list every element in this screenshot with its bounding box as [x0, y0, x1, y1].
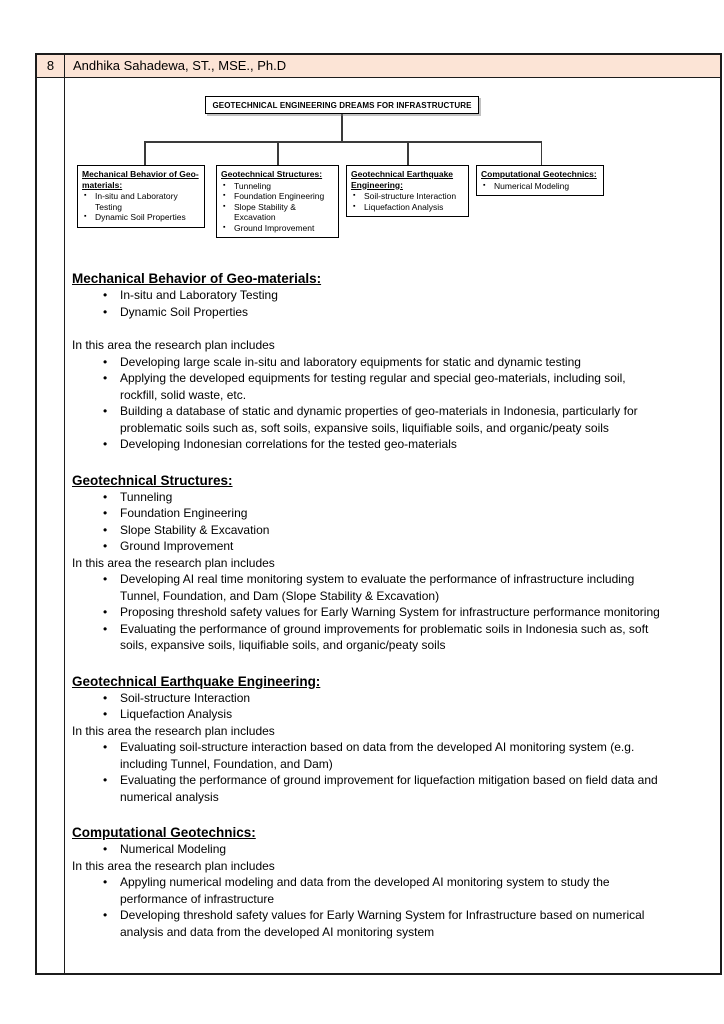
section-topic-list: [100, 841, 710, 858]
topic-item: • In-situ and Laboratory Testing: [100, 287, 665, 304]
content-cell: [65, 78, 720, 973]
diagram-box-list: [481, 181, 599, 192]
topic-item: • Slope Stability & Excavation: [100, 522, 665, 539]
person-name-cell: Andhika Sahadewa, ST., MSE., Ph.D: [73, 58, 287, 73]
plan-item: • Evaluating the performance of ground improvement for liquefaction mitigation based on field data and numerical analysis: [100, 772, 665, 805]
plan-item: • Proposing threshold safety values for Early Warning System for infrastructure performance monitoring: [100, 604, 665, 621]
diagram-box-list: [351, 191, 464, 212]
plan-item: • Developing large scale in-situ and laboratory equipments for static and dynamic testing: [100, 354, 665, 371]
section-computational-geotechnics: [72, 824, 710, 940]
diagram-box-list: [82, 191, 200, 223]
section-heading: Geotechnical Earthquake Engineering:: [72, 673, 321, 689]
topic-item: • Foundation Engineering: [100, 505, 665, 522]
diagram-box-mechanical-behavior: [77, 165, 205, 228]
topic-item: • Tunneling: [100, 489, 665, 506]
section-heading: Computational Geotechnics:: [72, 825, 256, 840]
document-table: [35, 53, 722, 975]
topic-item: • Numerical Modeling: [100, 841, 665, 858]
plan-item: • Appyling numerical modeling and data from the developed AI monitoring system to study the performance of infrastructure: [100, 874, 665, 907]
connector-drop-4: [541, 141, 543, 165]
connector-drop-1: [144, 141, 146, 165]
section-earthquake-engineering: [72, 673, 710, 806]
row-number-empty-cell: [37, 78, 65, 973]
diagram-box-earthquake-engineering: [346, 165, 469, 217]
section-topic-list: [100, 690, 710, 723]
plan-item: • Developing threshold safety values for Early Warning System for Infrastructure based on numerical analysis and data from the developed AI monitoring system: [100, 907, 665, 940]
plan-intro: In this area the research plan includes: [72, 723, 275, 738]
org-chart-diagram: [72, 78, 710, 250]
plan-item: • Applying the developed equipments for testing regular and special geo-materials, including soil, rockfill, solid waste, etc.: [100, 370, 665, 403]
connector-vertical-root: [341, 114, 343, 142]
section-mechanical-behavior: [72, 270, 710, 453]
plan-item: • Evaluating the performance of ground improvements for problematic soils in Indonesia such as, soft soils, expansive soils, liquifiable soils, and organic/peaty soils: [100, 621, 665, 654]
plan-item: • Evaluating soil-structure interaction based on data from the developed AI monitoring system (e.g. including Tunnel, Foundation, and Dam): [100, 739, 665, 772]
connector-drop-3: [407, 141, 409, 165]
diagram-box-title: Computational Geotechnics:: [481, 169, 597, 179]
diagram-box-item: ▪ Numerical Modeling: [481, 181, 599, 192]
section-plan-list: [100, 739, 710, 805]
section-plan-list: [100, 874, 710, 940]
body-row: [37, 78, 720, 973]
plan-item: • Developing Indonesian correlations for the tested geo-materials: [100, 436, 665, 453]
diagram-box-item: ▪ Soil-structure Interaction: [351, 191, 464, 202]
topic-item: • Dynamic Soil Properties: [100, 304, 665, 321]
diagram-box-title: Mechanical Behavior of Geo-materials:: [82, 169, 199, 190]
plan-intro: In this area the research plan includes: [72, 555, 275, 570]
section-plan-list: [100, 354, 710, 453]
row-number-cell: 8: [37, 55, 65, 77]
section-topic-list: [100, 287, 710, 320]
diagram-box-list: [221, 181, 334, 234]
diagram-box-item: ▪ Dynamic Soil Properties: [82, 212, 200, 223]
section-plan-list: [100, 571, 710, 654]
section-heading: Mechanical Behavior of Geo-materials:: [72, 271, 322, 286]
section-topic-list: [100, 489, 710, 555]
diagram-title-box: GEOTECHNICAL ENGINEERING DREAMS FOR INFRASTRUCTURE: [205, 96, 479, 114]
diagram-box-title: Geotechnical Earthquake Engineering:: [351, 169, 454, 190]
diagram-box-item: ▪ Slope Stability & Excavation: [221, 202, 334, 223]
plan-item: • Developing AI real time monitoring system to evaluate the performance of infrastructure including Tunnel, Foundation, and Dam (Slope Stability & Excavation): [100, 571, 665, 604]
diagram-box-item: ▪ Foundation Engineering: [221, 191, 334, 202]
diagram-box-item: ▪ Tunneling: [221, 181, 334, 192]
header-row: [37, 55, 720, 78]
plan-intro: In this area the research plan includes: [72, 338, 275, 352]
diagram-box-title: Geotechnical Structures:: [221, 169, 323, 179]
plan-item: • Building a database of static and dynamic properties of geo-materials in Indonesia, particularly for problematic soils such as, soft soils, expansive soils, liquifiable soils, and organic/peaty soils: [100, 403, 665, 436]
section-geotechnical-structures: [72, 472, 710, 654]
plan-intro: In this area the research plan includes: [72, 858, 275, 873]
connector-horizontal: [144, 141, 542, 143]
topic-item: • Soil-structure Interaction: [100, 690, 665, 707]
diagram-box-computational-geotechnics: [476, 165, 604, 196]
diagram-box-item: ▪ Liquefaction Analysis: [351, 202, 464, 213]
topic-item: • Ground Improvement: [100, 538, 665, 555]
connector-drop-2: [277, 141, 279, 165]
diagram-box-item: ▪ In-situ and Laboratory Testing: [82, 191, 200, 212]
diagram-box-item: ▪ Ground Improvement: [221, 223, 334, 234]
topic-item: • Liquefaction Analysis: [100, 706, 665, 723]
diagram-box-geotechnical-structures: [216, 165, 339, 238]
section-heading: Geotechnical Structures:: [72, 472, 233, 488]
